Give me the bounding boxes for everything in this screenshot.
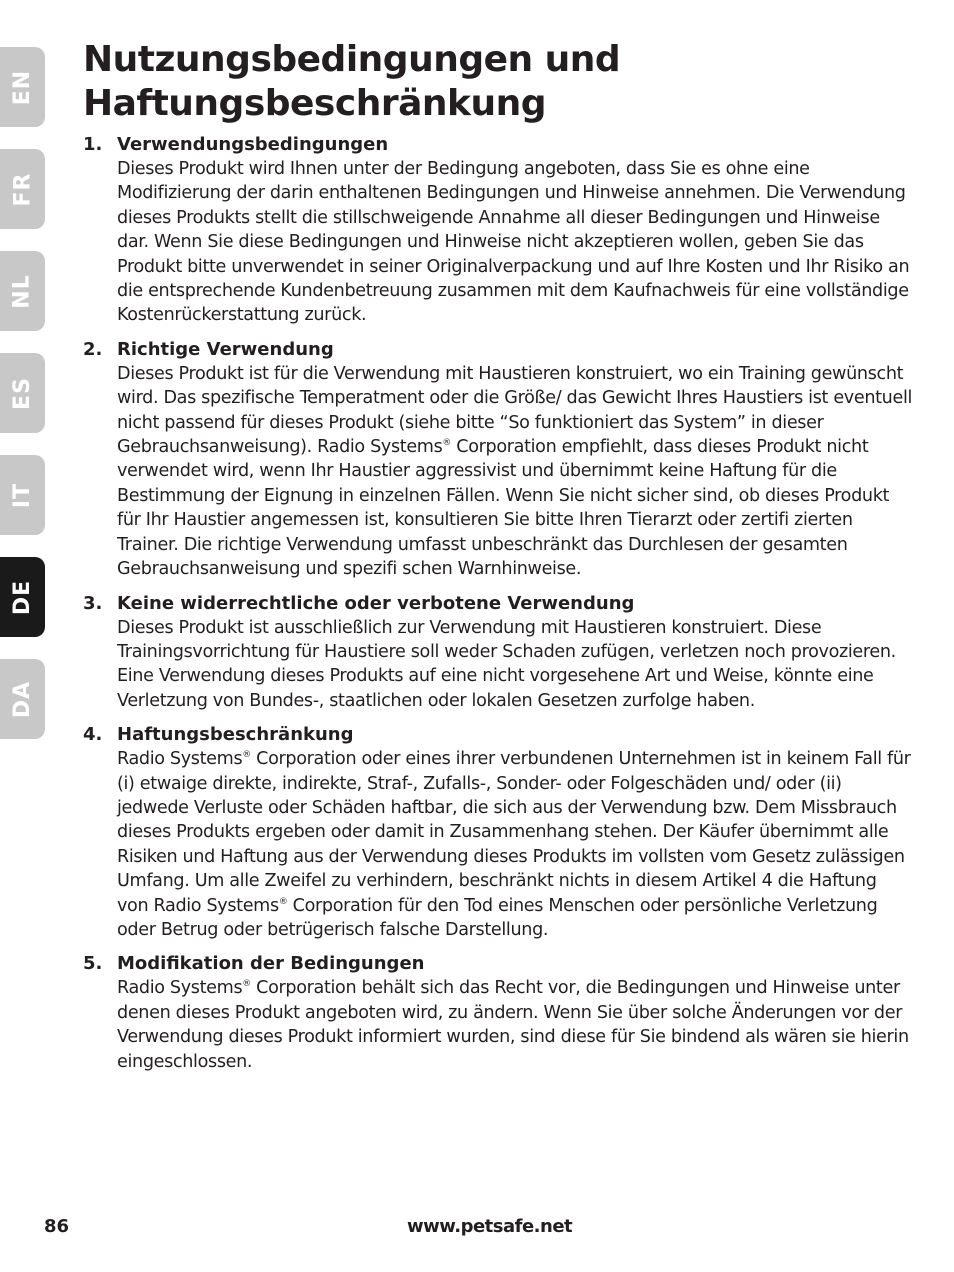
body-text: Radio Systems [117, 749, 243, 770]
section-body [117, 157, 913, 328]
body-text: Dieses Produkt ist für die Verwendung mit Haustieren konstruiert, wo ein Training gewünscht wird. Das spezifische Temperatment oder die Größe/ das Gewicht Ihres Haustiers ist eventuell nicht passend für dieses Produkt (siehe bitte “So funktioniert das System” in dieser Gebrauchsanweisung). Radio Systems [117, 363, 913, 458]
language-tab-label: IT [9, 482, 35, 508]
registered-mark: ® [242, 979, 251, 990]
language-tab-label: DA [9, 680, 35, 718]
language-tab-bar [0, 0, 46, 1272]
language-tab-it [0, 455, 45, 535]
section-number: 4. [83, 724, 103, 746]
footer-url: www.petsafe.net [407, 1216, 573, 1237]
section-number: 2. [83, 338, 103, 360]
section-4 [83, 723, 913, 942]
section-heading: Verwendungsbedingungen [117, 134, 389, 155]
language-tab-label: DE [9, 579, 35, 615]
section-heading: Haftungsbeschränkung [117, 724, 354, 746]
section-body [117, 362, 913, 582]
language-tab-label: ES [10, 376, 35, 410]
language-tab-label: FR [10, 172, 35, 206]
section-5 [83, 952, 913, 1074]
section-1 [83, 133, 913, 328]
section-number: 1. [83, 134, 103, 155]
section-body [117, 976, 913, 1074]
body-text: Dieses Produkt wird Ihnen unter der Bedingung angeboten, dass Sie es ohne eine Modifizierung der darin enthaltenen Bedingungen und Hinweise annehmen. Die Verwendung dieses Produkts stellt die stillschweigende Annahme all dieser Bedingungen und Hinweise dar. Wenn Sie diese Bedingungen und Hinweise nicht akzeptieren wollen, geben Sie das Produkt bitte unverwendet in seiner Originalverpackung und auf Ihre Kosten und Ihr Risiko an die entsprechende Kundenbetreuung zusammen mit dem Kaufnachweis für eine vollständige Kostenrückerstattung zurück. [117, 159, 910, 326]
registered-mark: ® [442, 438, 452, 449]
body-text: Dieses Produkt ist ausschließlich zur Verwendung mit Haustieren konstruiert. Diese Trainingsvorrichtung für Haustiere soll weder Schaden zufügen, verletzen noch provozieren. Eine Verwendung dieses Produkts auf eine nicht vorgesehene Art und Weise, könnte eine Verletzung von Bundes-, staatlichen oder lokalen Gesetzen zurfolge haben. [117, 617, 896, 711]
language-tab-fr [0, 149, 45, 229]
terms-sections [83, 133, 913, 1084]
language-tab-de [0, 557, 45, 637]
page-number: 86 [44, 1216, 70, 1237]
page-title: Nutzungsbedingungen und Haftungsbeschränkung [83, 39, 621, 124]
language-tab-en [0, 47, 45, 127]
language-tab-es [0, 353, 45, 433]
language-tab-da [0, 659, 45, 739]
registered-mark: ® [242, 750, 251, 761]
section-2 [83, 338, 913, 582]
section-3 [83, 592, 913, 714]
registered-mark: ® [278, 896, 288, 907]
language-tab-nl [0, 251, 45, 331]
section-body [117, 747, 913, 942]
body-text: Corporation empfiehlt, dass dieses Produkt nicht verwendet wird, wenn Ihr Haustier aggressivist und übernimmt keine Haftung für die Bestimmung der Eignung in einzelnen Fällen. Wenn Sie nicht sicher sind, ob dieses Produkt für Ihr Haustier angemessen ist, konsultieren Sie bitte Ihren Tierarzt oder zertifi zierten Trainer. Die richtige Verwendung umfasst unbeschränkt das Durchlesen der gesamten Gebrauchsanweisung und spezifi schen Warnhinweise. [117, 437, 890, 580]
section-body [117, 616, 913, 714]
body-text: Corporation behält sich das Recht vor, die Bedingungen und Hinweise unter denen dieses Produkt angeboten wird, zu ändern. Wenn Sie über solche Änderungen vor der Verwendung dieses Produkt informiert wurden, sind diese für Sie bindend als wären sie hierin eingeschlossen. [117, 978, 909, 1072]
section-number: 5. [83, 953, 103, 975]
section-heading: Modifikation der Bedingungen [117, 953, 425, 975]
body-text: Corporation oder eines ihrer verbundenen Unternehmen ist in keinem Fall für (i) etwaige direkte, indirekte, Straf-, Zufalls-, Sonder- oder Folgeschäden und/ oder (ii) jedwede Verluste oder Schäden haftbar, die sich aus der Verwendung bzw. Dem Missbrauch dieses Produkts ergeben oder damit in Zusammenhang stehen. Der Käufer übernimmt alle Risiken und Haftung aus der Verwendung dieses Produkts im vollsten vom Gesetz zulässigen Umfang. Um alle Zweifel zu verhindern, beschränkt nichts in diesem Artikel 4 die Haftung von Radio Systems [117, 749, 911, 916]
section-heading: Richtige Verwendung [117, 338, 334, 360]
language-tab-label: EN [9, 69, 35, 105]
language-tab-label: NL [10, 273, 35, 309]
section-number: 3. [83, 592, 103, 614]
section-heading: Keine widerrechtliche oder verbotene Verwendung [117, 592, 635, 614]
body-text: Corporation für den Tod eines Menschen oder persönliche Verletzung oder Betrug oder betrügerisch falsche Darstellung. [117, 895, 878, 940]
body-text: Radio Systems [117, 978, 243, 999]
